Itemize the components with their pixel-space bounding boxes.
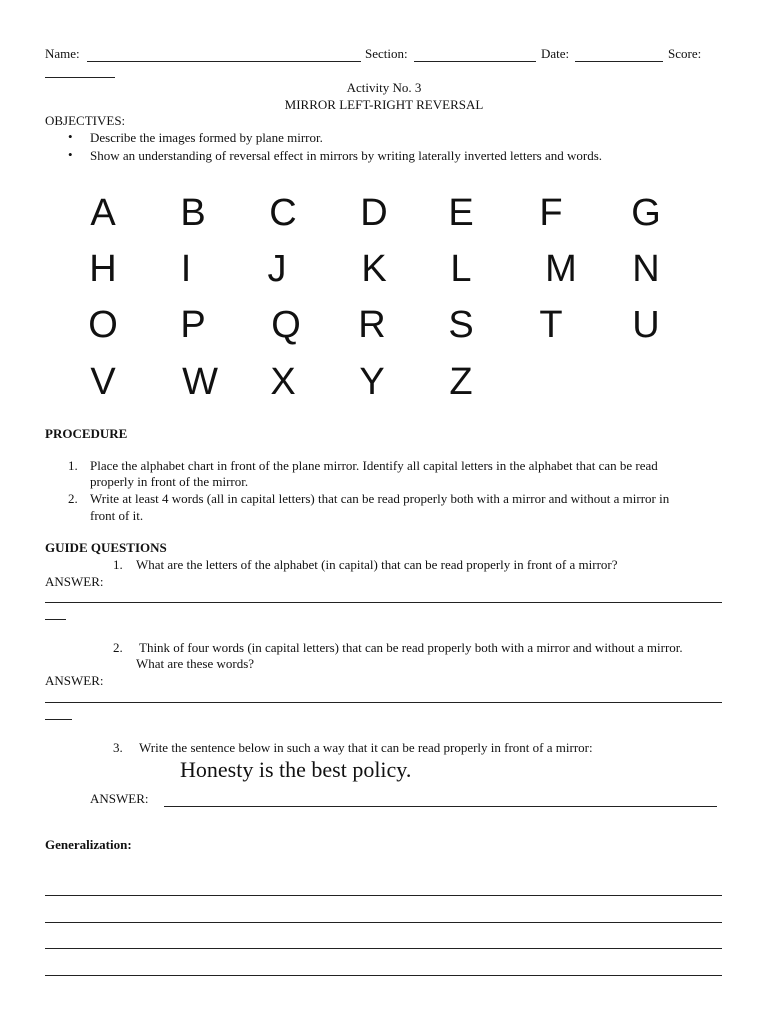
answer-line[interactable] (45, 702, 722, 703)
alphabet-letter: E (448, 192, 474, 234)
alphabet-letter: V (90, 361, 116, 403)
alphabet-letter: S (448, 304, 474, 346)
date-label: Date: (541, 46, 570, 61)
question-text: Think of four words (in capital letters) that can be read properly both with a mirror and without a mirror. (139, 640, 683, 655)
question-text: Write the sentence below in such a way that it can be read properly in front of a mirror: (139, 740, 593, 755)
question-number: 1. (113, 557, 123, 572)
answer-line[interactable] (45, 619, 66, 620)
question-number: 3. (113, 740, 123, 755)
alphabet-letter: F (539, 192, 563, 234)
score-label: Score: (668, 46, 702, 61)
score-field[interactable] (45, 77, 115, 78)
bullet-icon: • (68, 147, 73, 162)
section-label: Section: (365, 46, 408, 61)
alphabet-letter: K (361, 248, 387, 290)
section-field[interactable] (414, 61, 536, 62)
alphabet-letter: U (632, 304, 660, 346)
generalization-line[interactable] (45, 948, 722, 949)
procedure-heading: PROCEDURE (45, 426, 128, 441)
answer-line[interactable] (164, 806, 717, 807)
alphabet-letter: G (631, 192, 661, 234)
guide-questions-heading: GUIDE QUESTIONS (45, 540, 167, 555)
alphabet-letter: X (270, 361, 296, 403)
procedure-step-text: front of it. (90, 508, 144, 523)
objective-item: Describe the images formed by plane mirror. (90, 130, 323, 145)
alphabet-letter: Z (449, 361, 473, 403)
alphabet-letter: D (360, 192, 388, 234)
procedure-step-text: Place the alphabet chart in front of the plane mirror. Identify all capital letters in the alphabet that can be read (90, 458, 658, 473)
alphabet-letter: I (180, 248, 192, 290)
alphabet-letter: H (89, 248, 117, 290)
generalization-heading: Generalization: (45, 837, 132, 852)
procedure-step-text: properly in front of the mirror. (90, 474, 249, 489)
alphabet-letter: P (180, 304, 206, 346)
alphabet-letter: Q (271, 304, 301, 346)
procedure-step-text: Write at least 4 words (all in capital letters) that can be read properly both with a mirror and without a mirror in (90, 491, 670, 506)
objective-item: Show an understanding of reversal effect in mirrors by writing laterally inverted letters and words. (90, 148, 603, 163)
question-number: 2. (113, 640, 123, 655)
activity-title: MIRROR LEFT-RIGHT REVERSAL (284, 97, 484, 112)
generalization-line[interactable] (45, 922, 722, 923)
answer-line[interactable] (45, 602, 722, 603)
step-number: 2. (68, 491, 78, 506)
alphabet-letter: N (632, 248, 660, 290)
alphabet-letter: T (539, 304, 563, 346)
alphabet-letter: Y (359, 361, 385, 403)
alphabet-letter: M (545, 248, 577, 290)
name-label: Name: (45, 46, 80, 61)
generalization-line[interactable] (45, 975, 722, 976)
alphabet-letter: C (269, 192, 297, 234)
generalization-line[interactable] (45, 895, 722, 896)
activity-number: Activity No. 3 (346, 80, 422, 95)
step-number: 1. (68, 458, 78, 473)
bullet-icon: • (68, 129, 73, 144)
alphabet-letter: A (90, 192, 116, 234)
alphabet-letter: W (182, 361, 218, 403)
answer-label: ANSWER: (45, 673, 104, 688)
answer-label: ANSWER: (90, 791, 149, 806)
alphabet-letter: J (267, 248, 287, 290)
question-text: What are these words? (136, 656, 255, 671)
alphabet-letter: B (180, 192, 206, 234)
alphabet-letter: O (88, 304, 118, 346)
alphabet-letter: R (358, 304, 386, 346)
mirror-sentence: Honesty is the best policy. (180, 757, 412, 782)
question-text: What are the letters of the alphabet (in capital) that can be read properly in front of a mirror? (136, 557, 618, 572)
answer-label: ANSWER: (45, 574, 104, 589)
alphabet-letter: L (450, 248, 472, 290)
objectives-heading: OBJECTIVES: (45, 113, 126, 128)
date-field[interactable] (575, 61, 663, 62)
name-field[interactable] (87, 61, 361, 62)
answer-line[interactable] (45, 719, 72, 720)
